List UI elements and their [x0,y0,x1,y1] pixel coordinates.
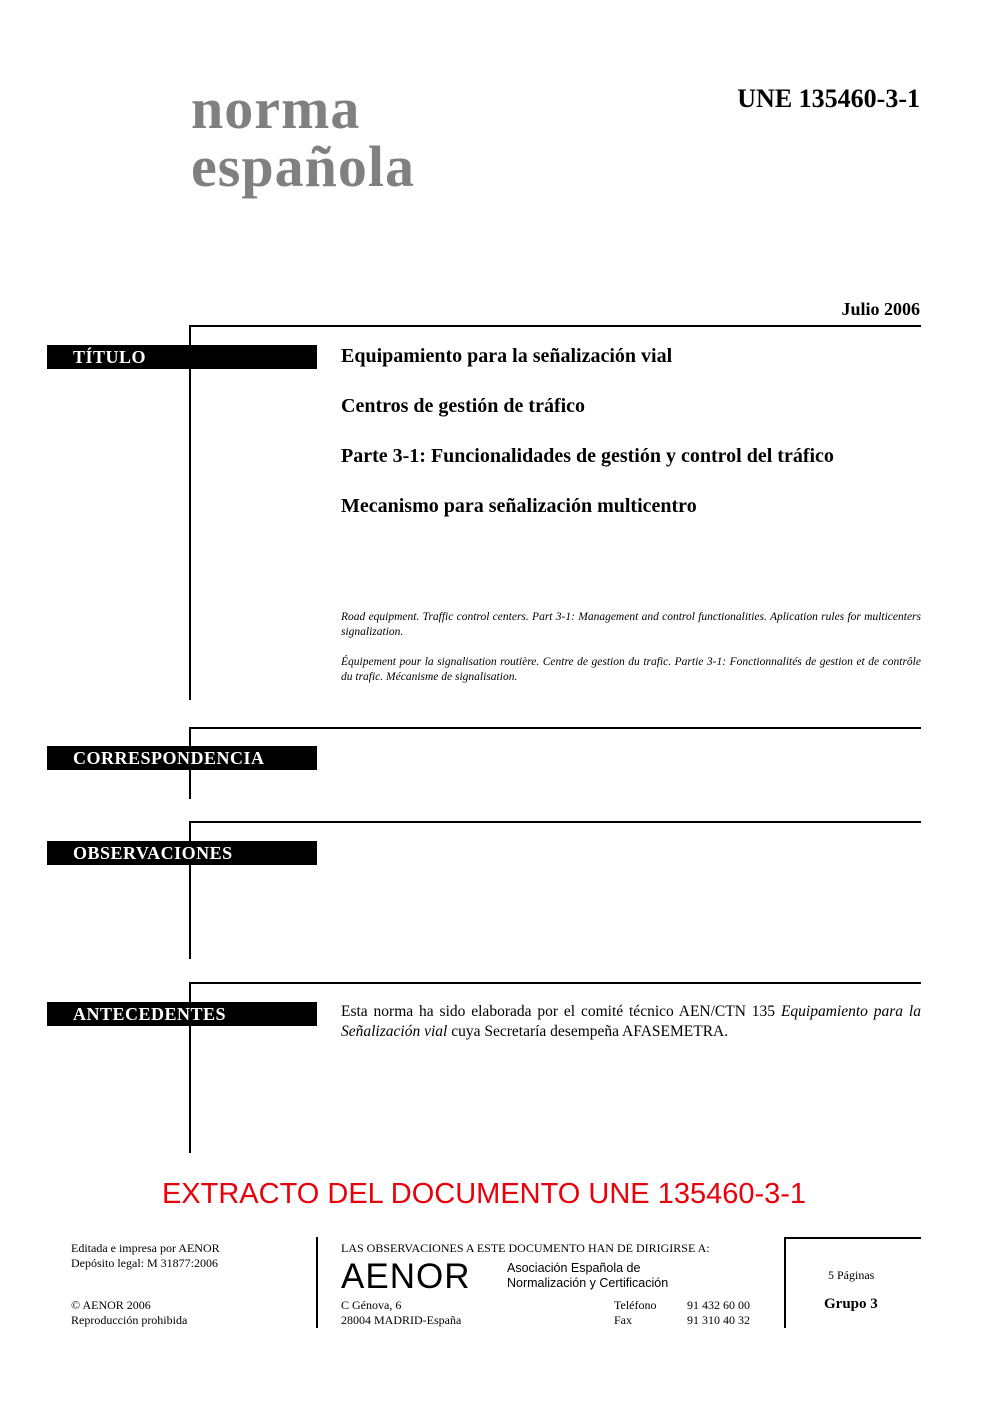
titulo-label: TÍTULO [47,345,317,369]
footer-divider-right [784,1237,786,1328]
page-count: 5 Páginas [828,1268,875,1282]
footer-box-top-rule [784,1237,921,1239]
footer-deposito: Depósito legal: M 31877:2006 [71,1256,218,1270]
english-title: Road equipment. Traffic control centers. Part 3-1: Management and control functionalities. Aplication rules for multicenters signalization. [341,611,921,638]
footer-observaciones-notice: LAS OBSERVACIONES A ESTE DOCUMENTO HAN DE DIRIGIRSE A: [341,1241,710,1255]
title-line-2: Centros de gestión de tráfico [341,395,586,417]
extract-notice: EXTRACTO DEL DOCUMENTO UNE 135460-3-1 [161,1178,807,1210]
phone-label: Teléfono [614,1298,657,1312]
antecedentes-top-rule [189,982,921,984]
footer-divider-left [316,1237,318,1328]
title-line-1: Equipamiento para la señalización vial [341,345,673,367]
price-group: Grupo 3 [824,1296,878,1312]
antecedentes-text-part-1: Esta norma ha sido elaborada por el comité técnico AEN/CTN 135 [341,1003,781,1020]
observaciones-top-rule [189,821,921,823]
title-line-3: Parte 3-1: Funcionalidades de gestión y control del tráfico [341,445,834,467]
committee-name: Equipamiento para la Señalización vial [341,1003,921,1040]
publication-date: Julio 2006 [841,299,920,319]
org-line-2: Normalización y Certificación [507,1276,669,1290]
observaciones-label: OBSERVACIONES [47,841,317,865]
correspondencia-label: CORRESPONDENCIA [47,746,317,770]
titulo-top-rule [189,325,921,327]
antecedentes-text-part-2: cuya Secretaría desempeña AFASEMETRA. [447,1023,729,1040]
footer-edited: Editada e impresa por AENOR [71,1241,220,1255]
footer-copyright: © AENOR 2006 [71,1298,151,1312]
brand-title [191,76,415,199]
title-line-4: Mecanismo para señalización multicentro [341,495,697,517]
titulo-left-rule [189,325,191,700]
address-line-2: 28004 MADRID-España [341,1313,462,1327]
correspondencia-top-rule [189,727,921,729]
fax-number: 91 310 40 32 [687,1313,750,1327]
aenor-organization-name [507,1261,668,1291]
footer-reproduccion: Reproducción prohibida [71,1313,188,1327]
antecedentes-label: ANTECEDENTES [47,1002,317,1026]
standard-code: UNE 135460-3-1 [737,84,920,113]
address-line-1: C Génova, 6 [341,1298,402,1312]
french-title: Équipement pour la signalisation routière. Centre de gestion du trafic. Partie 3-1: Fonctionnalités de gestion et de contrôle du trafic. Mécanisme de signalisation. [341,656,921,683]
aenor-logo: AENOR [341,1257,471,1296]
brand-line-1: norma [191,76,361,141]
brand-line-2: española [191,134,415,199]
fax-label: Fax [614,1313,632,1327]
antecedentes-text [341,1002,921,1042]
org-line-1: Asociación Española de [507,1261,641,1275]
phone-number: 91 432 60 00 [687,1298,750,1312]
